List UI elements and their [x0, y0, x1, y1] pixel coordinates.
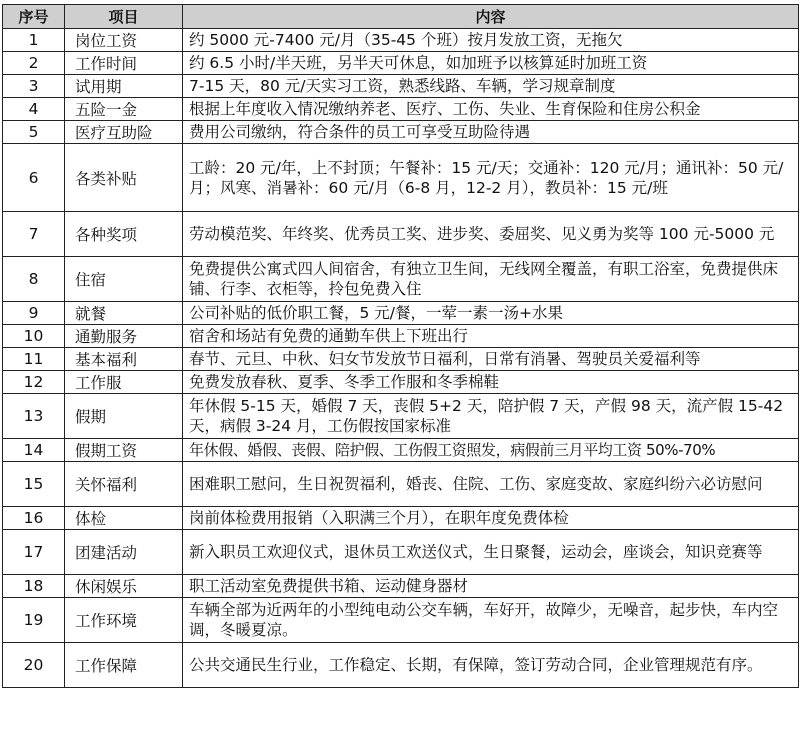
- row-item: 岗位工资: [65, 29, 183, 52]
- table-row: [3, 394, 799, 439]
- row-item: 休闲娱乐: [65, 575, 183, 598]
- row-item: 假期: [65, 394, 183, 439]
- benefits-table-container: [2, 4, 798, 688]
- row-content: 根据上年度收入情况缴纳养老、医疗、工伤、失业、生育保险和住房公积金: [183, 98, 799, 121]
- row-number: 4: [3, 98, 65, 121]
- row-content: 春节、元旦、中秋、妇女节发放节日福利，日常有消暑、驾驶员关爱福利等: [183, 348, 799, 371]
- row-number: 15: [3, 462, 65, 507]
- row-content: 职工活动室免费提供书箱、运动健身器材: [183, 575, 799, 598]
- row-content: 宿舍和场站有免费的通勤车供上下班出行: [183, 325, 799, 348]
- row-content: 约 5000 元-7400 元/月（35-45 个班）按月发放工资，无拖欠: [183, 29, 799, 52]
- table-row: [3, 530, 799, 575]
- row-content: 免费发放春秋、夏季、冬季工作服和冬季棉鞋: [183, 371, 799, 394]
- row-number: 7: [3, 212, 65, 257]
- row-number: 11: [3, 348, 65, 371]
- row-item: 试用期: [65, 75, 183, 98]
- row-number: 1: [3, 29, 65, 52]
- row-item: 团建活动: [65, 530, 183, 575]
- row-number: 13: [3, 394, 65, 439]
- row-content: 新入职员工欢迎仪式，退休员工欢送仪式，生日聚餐，运动会，座谈会，知识竞赛等: [183, 530, 799, 575]
- table-row: [3, 52, 799, 75]
- row-content: 约 6.5 小时/半天班，另半天可休息，如加班予以核算延时加班工资: [183, 52, 799, 75]
- row-item: 基本福利: [65, 348, 183, 371]
- table-row: [3, 121, 799, 144]
- header-item: 项目: [65, 5, 183, 29]
- row-item: 关怀福利: [65, 462, 183, 507]
- row-item: 通勤服务: [65, 325, 183, 348]
- row-item: 工作服: [65, 371, 183, 394]
- table-row: [3, 507, 799, 530]
- table-row: [3, 598, 799, 643]
- row-content: 年休假、婚假、丧假、陪护假、工伤假工资照发，病假前三月平均工资 50%-70%: [183, 439, 799, 462]
- table-row: [3, 257, 799, 302]
- row-number: 3: [3, 75, 65, 98]
- row-number: 5: [3, 121, 65, 144]
- row-content: 免费提供公寓式四人间宿舍，有独立卫生间，无线网全覆盖，有职工浴室，免费提供床铺、行李、衣柜等，拎包免费入住: [183, 257, 799, 302]
- row-item: 医疗互助险: [65, 121, 183, 144]
- row-number: 18: [3, 575, 65, 598]
- row-content: 工龄：20 元/年，上不封顶；午餐补：15 元/天；交通补：120 元/月；通讯补：50 元/月；风寒、消暑补：60 元/月（6-8 月，12-2 月），教员补：15 元/班: [183, 144, 799, 212]
- row-content: 劳动模范奖、年终奖、优秀员工奖、进步奖、委屈奖、见义勇为奖等 100 元-5000 元: [183, 212, 799, 257]
- row-content: 岗前体检费用报销（入职满三个月），在职年度免费体检: [183, 507, 799, 530]
- row-number: 2: [3, 52, 65, 75]
- row-number: 16: [3, 507, 65, 530]
- row-content: 公共交通民生行业，工作稳定、长期，有保障，签订劳动合同，企业管理规范有序。: [183, 643, 799, 688]
- row-item: 工作环境: [65, 598, 183, 643]
- header-content: 内容: [183, 5, 799, 29]
- row-number: 12: [3, 371, 65, 394]
- table-row: [3, 439, 799, 462]
- table-row: [3, 75, 799, 98]
- row-item: 各类补贴: [65, 144, 183, 212]
- row-item: 五险一金: [65, 98, 183, 121]
- row-number: 6: [3, 144, 65, 212]
- table-row: [3, 144, 799, 212]
- row-item: 假期工资: [65, 439, 183, 462]
- table-row: [3, 29, 799, 52]
- row-number: 10: [3, 325, 65, 348]
- row-content: 困难职工慰问，生日祝贺福利，婚丧、住院、工伤、家庭变故、家庭纠纷六必访慰问: [183, 462, 799, 507]
- row-content: 费用公司缴纳，符合条件的员工可享受互助险待遇: [183, 121, 799, 144]
- row-number: 8: [3, 257, 65, 302]
- benefits-table: [2, 4, 799, 688]
- row-number: 9: [3, 302, 65, 325]
- row-content: 7-15 天，80 元/天实习工资，熟悉线路、车辆，学习规章制度: [183, 75, 799, 98]
- table-row: [3, 462, 799, 507]
- table-row: [3, 302, 799, 325]
- header-no: 序号: [3, 5, 65, 29]
- table-row: [3, 98, 799, 121]
- row-item: 各种奖项: [65, 212, 183, 257]
- row-item: 体检: [65, 507, 183, 530]
- row-number: 19: [3, 598, 65, 643]
- row-item: 住宿: [65, 257, 183, 302]
- table-row: [3, 325, 799, 348]
- row-item: 就餐: [65, 302, 183, 325]
- table-row: [3, 643, 799, 688]
- row-number: 14: [3, 439, 65, 462]
- row-content: 公司补贴的低价职工餐，5 元/餐，一荤一素一汤+水果: [183, 302, 799, 325]
- row-item: 工作时间: [65, 52, 183, 75]
- row-content: 年休假 5-15 天，婚假 7 天，丧假 5+2 天，陪护假 7 天，产假 98 天，流产假 15-42 天，病假 3-24 月，工伤假按国家标准: [183, 394, 799, 439]
- row-number: 17: [3, 530, 65, 575]
- row-content: 车辆全部为近两年的小型纯电动公交车辆，车好开，故障少，无噪音，起步快，车内空调，冬暖夏凉。: [183, 598, 799, 643]
- row-item: 工作保障: [65, 643, 183, 688]
- table-row: [3, 575, 799, 598]
- table-row: [3, 212, 799, 257]
- row-number: 20: [3, 643, 65, 688]
- table-row: [3, 348, 799, 371]
- table-row: [3, 371, 799, 394]
- table-header-row: [3, 5, 799, 29]
